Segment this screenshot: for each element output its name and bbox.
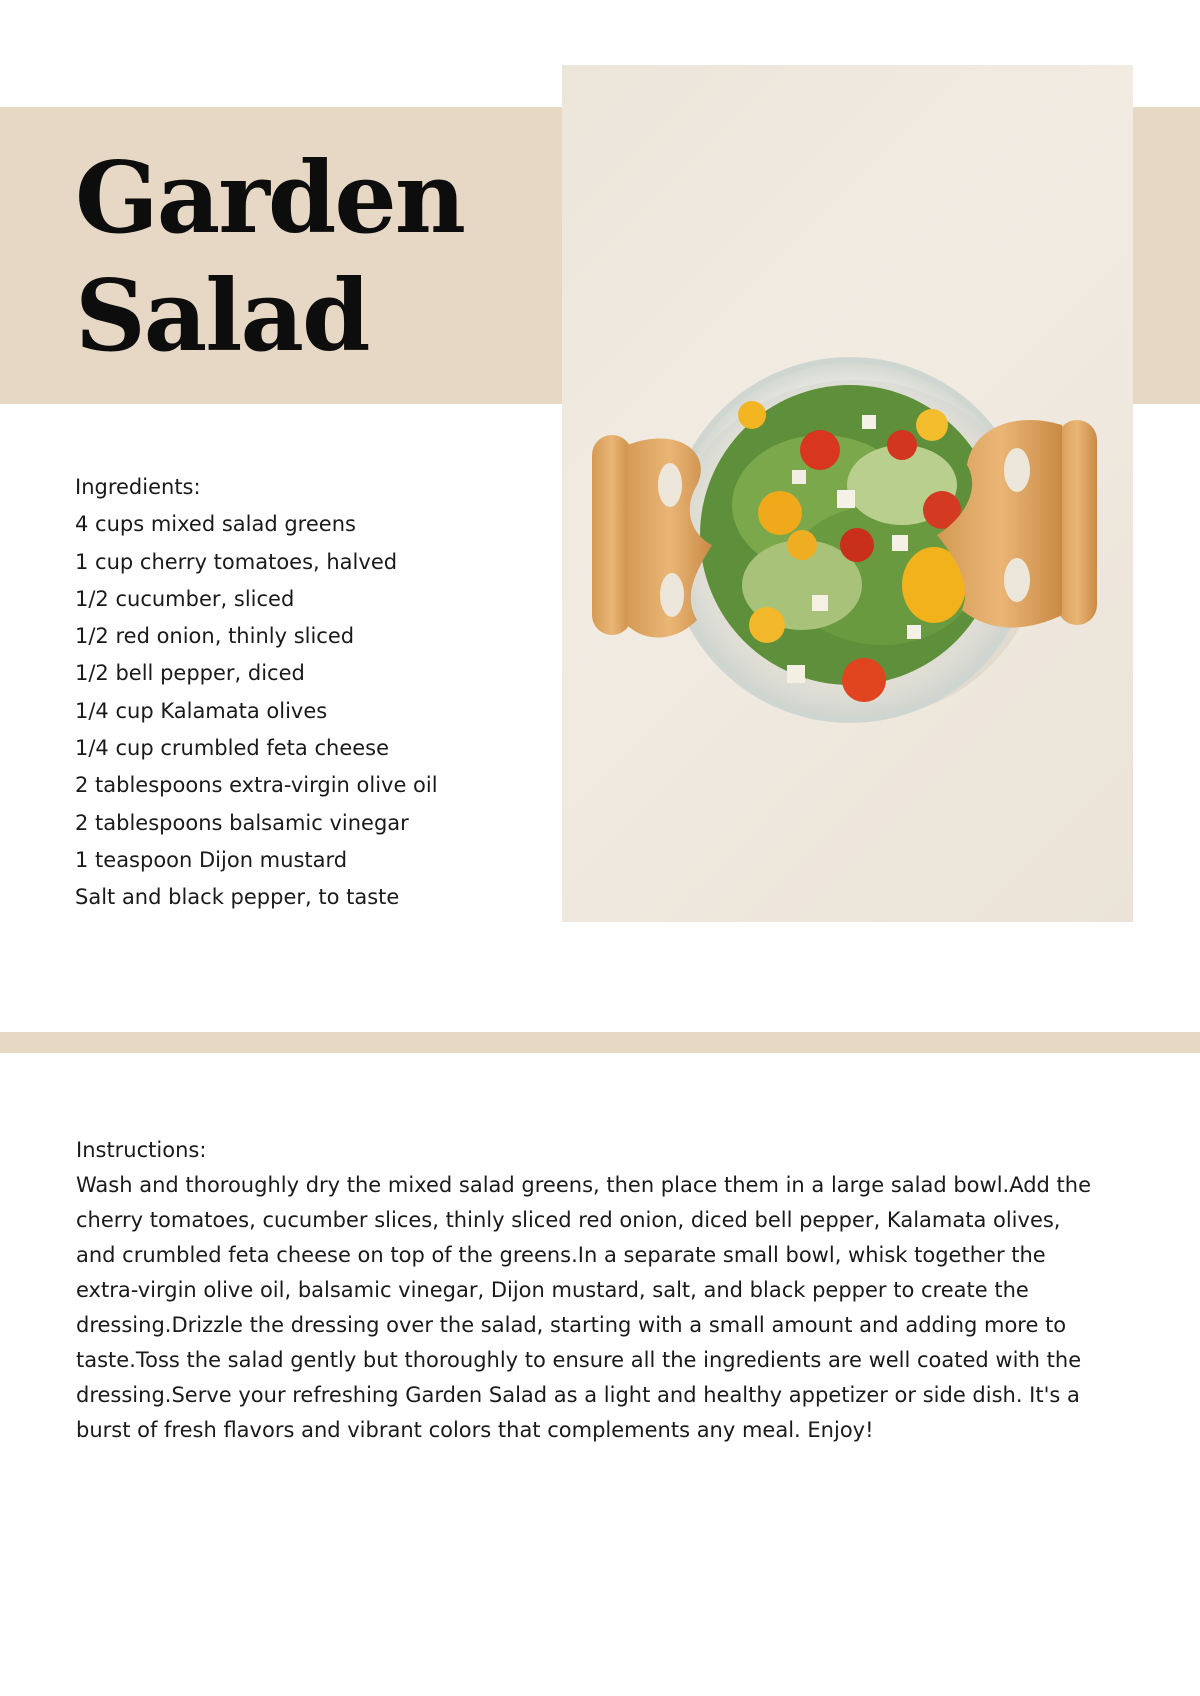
recipe-title-line-2: Salad	[75, 259, 369, 374]
ingredient-item: 4 cups mixed salad greens	[75, 512, 356, 537]
recipe-title	[75, 140, 464, 376]
ingredient-item: 1/2 cucumber, sliced	[75, 586, 295, 611]
instructions-closing: burst of fresh flavors and vibrant colors that complements any meal. Enjoy!	[76, 1418, 874, 1442]
section-divider-band	[0, 1032, 1200, 1053]
ingredient-item: 1/2 bell pepper, diced	[75, 661, 305, 686]
recipe-title-line-1: Garden	[75, 141, 464, 256]
ingredient-item: 1 cup cherry tomatoes, halved	[75, 549, 398, 574]
ingredients-heading: Ingredients:	[75, 475, 201, 499]
instructions-heading: Instructions:	[76, 1138, 207, 1162]
ingredients-list	[75, 469, 438, 917]
ingredient-item: 1 teaspoon Dijon mustard	[75, 847, 348, 872]
instructions-body: Wash and thoroughly dry the mixed salad greens, then place them in a large salad bowl.Add the cherry tomatoes, cucumber slices, thinly sliced red onion, diced bell pepper, Kalamata olives, and crumbled feta cheese on top of the greens.In a separate small bowl, whisk together the extra-virgin olive oil, balsamic vinegar, Dijon mustard, salt, and black pepper to create the dressing.Drizzle the dressing over the salad, starting with a small amount and adding more to taste.Toss the salad gently but thoroughly to ensure all the ingredients are well coated with the dressing.Serve your refreshing Garden Salad as a light and healthy appetizer or side dish. It's a	[76, 1173, 1092, 1407]
ingredient-item: 2 tablespoons balsamic vinegar	[75, 810, 409, 835]
ingredient-item: 2 tablespoons extra-virgin olive oil	[75, 773, 438, 798]
ingredient-item: 1/4 cup crumbled feta cheese	[75, 736, 390, 761]
ingredient-item: Salt and black pepper, to taste	[75, 885, 400, 910]
ingredient-item: 1/4 cup Kalamata olives	[75, 698, 328, 723]
salad-photo	[562, 65, 1133, 922]
instructions-section	[76, 1133, 1106, 1448]
ingredient-item: 1/2 red onion, thinly sliced	[75, 624, 355, 649]
salad-bowl-illustration	[562, 65, 1133, 922]
